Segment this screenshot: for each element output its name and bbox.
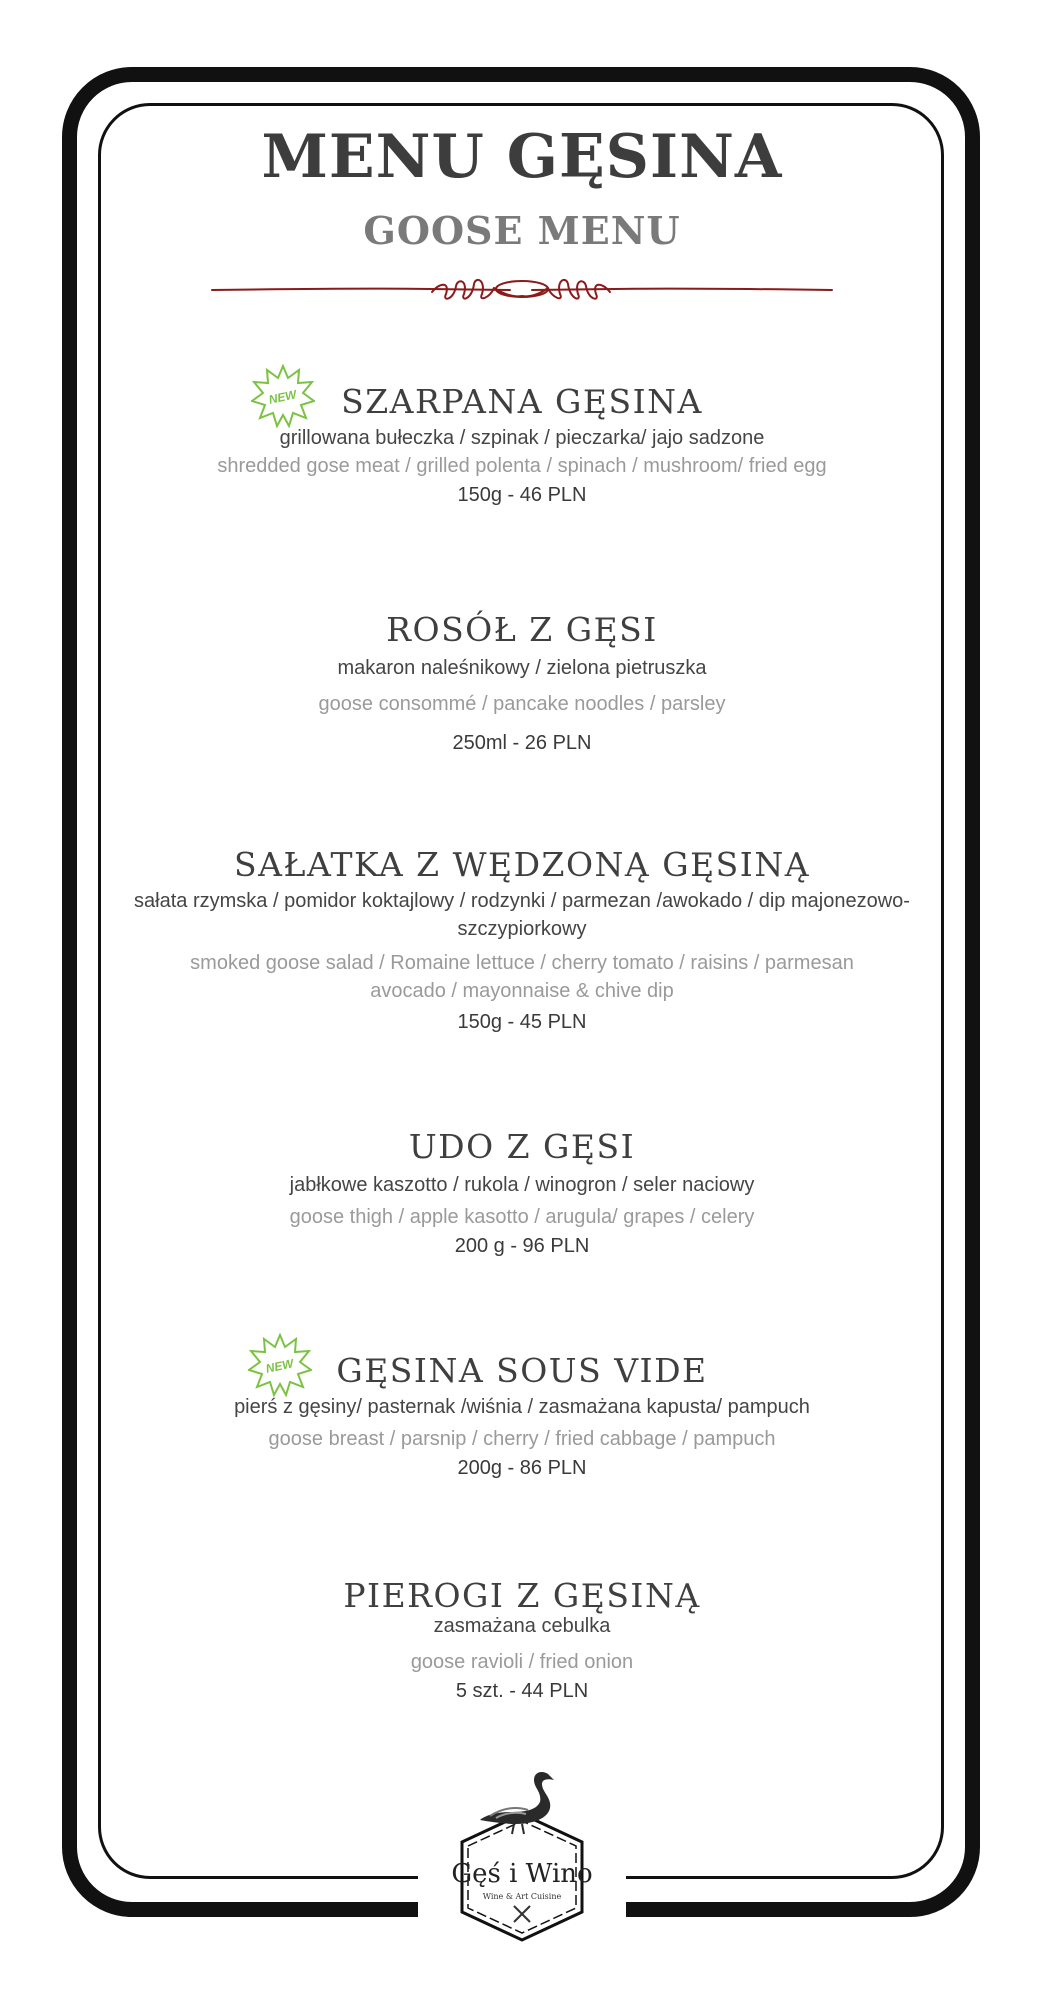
dish-description-pl: sałata rzymska / pomidor koktajlowy / rodzynki / parmezan /awokado / dip majonezowo-szczypiorkowy: [134, 890, 910, 940]
dish-name: GĘSINA SOUS VIDE: [336, 1351, 708, 1390]
dish-description-pl: pierś z gęsiny/ pasternak /wiśnia / zasmażana kapusta/ pampuch: [234, 1396, 810, 1418]
dish-description-en: goose ravioli / fried onion: [410, 1651, 634, 1673]
dish-price: 5 szt. - 44 PLN: [455, 1680, 589, 1702]
dish-description-en: goose consommé / pancake noodles / parsley: [318, 693, 726, 715]
new-badge-label: NEW: [267, 387, 298, 407]
decorative-divider: [210, 268, 834, 312]
dish-price: 200 g - 96 PLN: [454, 1235, 590, 1257]
ges-i-wino-logo: [430, 1762, 614, 1946]
dish-name: SAŁATKA Z WĘDZONĄ GĘSINĄ: [233, 845, 811, 884]
page-subtitle: GOOSE MENU: [363, 208, 681, 253]
new-badge-icon: [248, 1333, 312, 1397]
menu-item-gesina-sous-vide: [100, 1349, 944, 1483]
menu-item-udo-z-gesi: [100, 1125, 944, 1261]
menu-item-rosol-z-gesi: [100, 608, 944, 758]
dish-description-en: shredded gose meat / grilled polenta / spinach / mushroom/ fried egg: [217, 455, 827, 477]
dish-description-en: goose thigh / apple kasotto / arugula/ grapes / celery: [289, 1206, 755, 1228]
dish-description-pl: makaron naleśnikowy / zielona pietruszka: [337, 657, 707, 679]
dish-name: ROSÓŁ Z GĘSI: [386, 610, 658, 649]
menu-item-pierogi-z-gesina: [100, 1574, 944, 1706]
dish-description-pl: jabłkowe kaszotto / rukola / winogron / seler naciowy: [289, 1174, 755, 1196]
dish-price: 200g - 86 PLN: [457, 1457, 587, 1479]
dish-description-pl: grillowana bułeczka / szpinak / pieczarka/ jajo sadzone: [279, 427, 765, 449]
logo-brand-text: Gęś i Wino: [451, 1859, 593, 1889]
logo-tagline-text: Wine & Art Cuisine: [482, 1892, 562, 1901]
page-title: MENU GĘSINA: [261, 122, 783, 192]
dish-name: SZARPANA GĘSINA: [341, 382, 703, 421]
dish-description-en: goose breast / parsnip / cherry / fried cabbage / pampuch: [268, 1428, 776, 1450]
dish-name: UDO Z GĘSI: [408, 1127, 636, 1166]
dish-description-pl: zasmażana cebulka: [433, 1615, 611, 1637]
dish-price: 250ml - 26 PLN: [452, 732, 592, 754]
menu-item-salatka-z-wedzona-gesina: [100, 843, 944, 1037]
dish-name: PIEROGI Z GĘSINĄ: [343, 1576, 701, 1615]
dish-price: 150g - 46 PLN: [457, 484, 587, 506]
dish-price: 150g - 45 PLN: [457, 1011, 587, 1033]
menu-item-szarpana-gesina: [100, 380, 944, 510]
new-badge-icon: [251, 364, 315, 428]
dish-description-en: smoked goose salad / Romaine lettuce / cherry tomato / raisins / parmesan avocado / mayonnaise & chive dip: [190, 952, 854, 1002]
new-badge-label: NEW: [264, 1356, 296, 1376]
